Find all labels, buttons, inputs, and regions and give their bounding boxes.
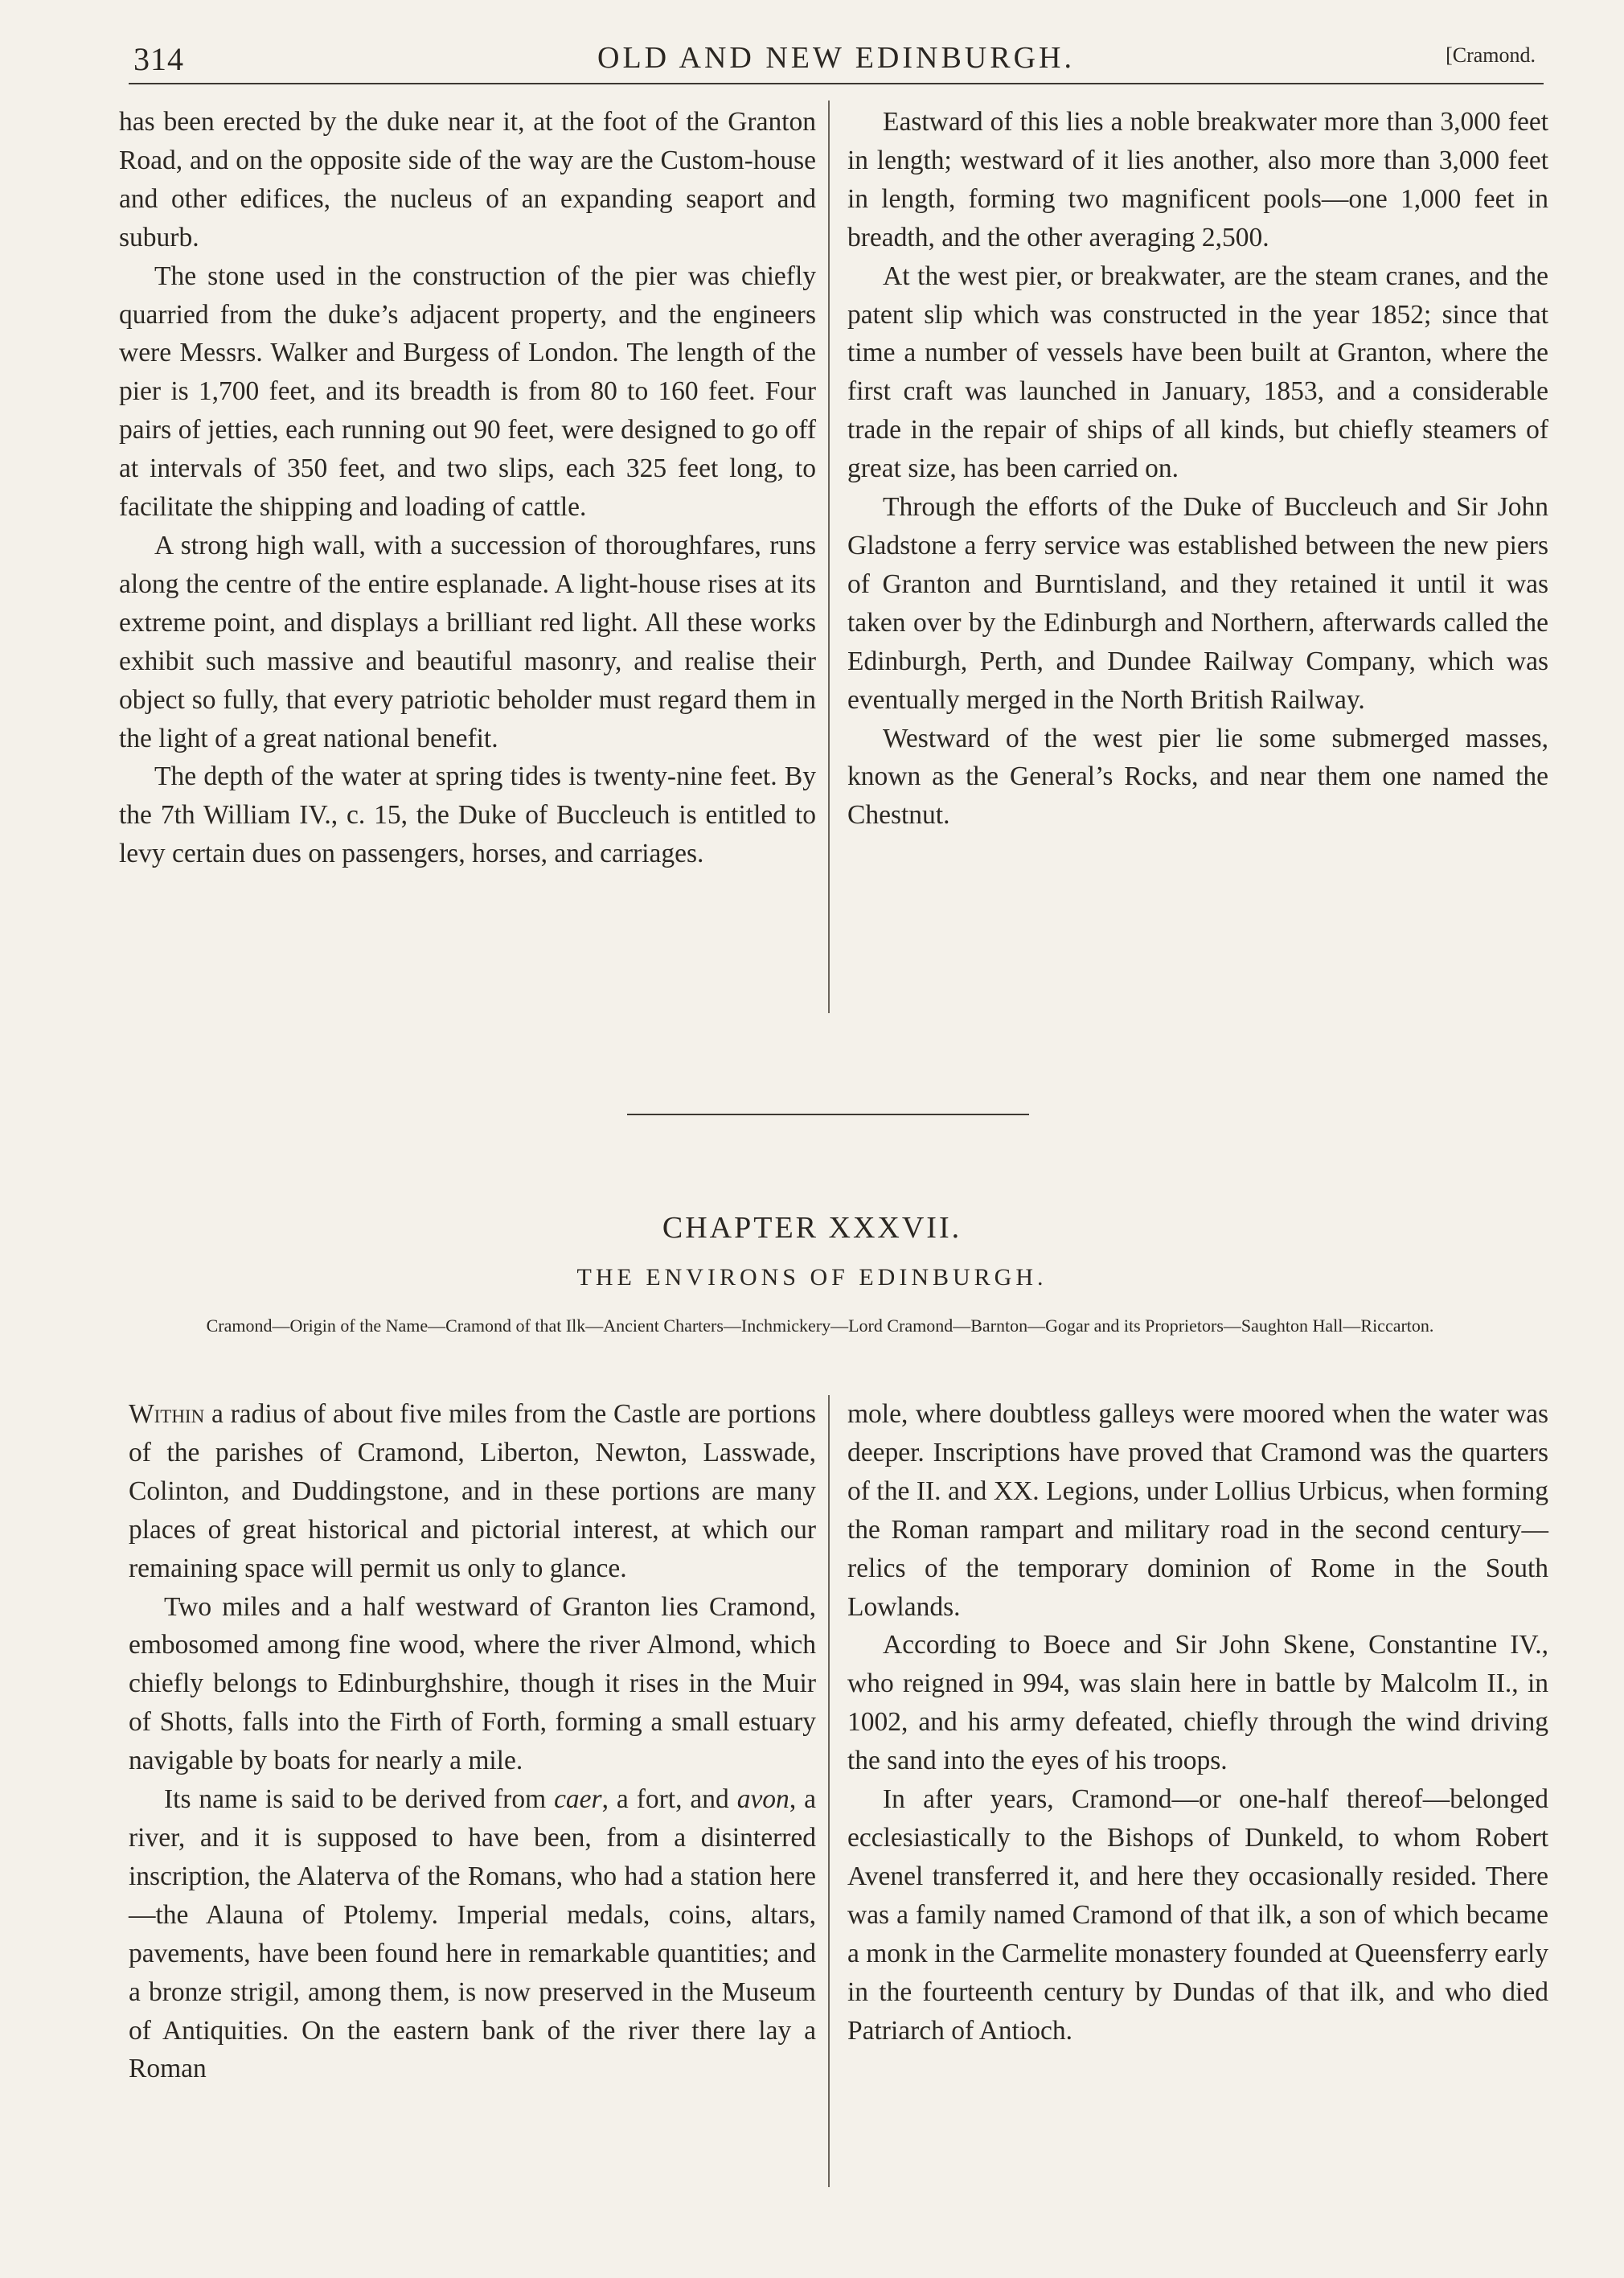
page-header (129, 35, 1544, 79)
paragraph: A strong high wall, with a succession of thoroughfares, runs along the centre of the entire esplanade. A light-house rises at its extreme point, and displays a brilliant red light. All these works exhibit such massive and beautiful masonry, and realise their object so fully, that every patriotic beholder must regard them in the light of a great national benefit. (119, 530, 816, 753)
top-right-column (847, 103, 1548, 835)
chapter-separator-rule (627, 1114, 1029, 1115)
paragraph (129, 1780, 816, 2088)
drop-lead-word: Within (129, 1399, 205, 1429)
paragraph: Through the efforts of the Duke of Buccleuch and Sir John Gladstone a ferry service was established between the new piers of Granton and Burntisland, and they retained it until it was taken over by the Edinburgh and Northern, afterwards called the Edinburgh, Perth, and Dundee Railway Company, which was eventually merged in the North British Railway. (847, 492, 1548, 715)
bottom-left-column (129, 1395, 816, 2088)
paragraph: The depth of the water at spring tides is twenty-nine feet. By the 7th William IV., c. 15, the Duke of Buccleuch is entitled to levy certain dues on passengers, horses, and carriages. (119, 761, 816, 869)
paragraph: At the west pier, or breakwater, are the steam cranes, and the patent slip which was constructed in the year 1852; since that time a number of vessels have been built at Granton, where the first craft was launched in January, 1853, and a considerable trade in the repair of ships of all kinds, but chiefly steamers of great size, has been carried on. (847, 261, 1548, 484)
paragraph-text: Its name is said to be derived from (164, 1784, 555, 1815)
column-divider (828, 1395, 830, 2187)
chapter-contents: Cramond—Origin of the Name—Cramond of that Ilk—Ancient Charters—Inchmickery—Lord Cramond—Barnton—Gogar and its Proprietors—Saughton Hall—Riccarton. (206, 1315, 1434, 1336)
paragraph: Eastward of this lies a noble breakwater more than 3,000 feet in length; westward of it lies another, also more than 3,000 feet in length, forming two magnificent pools—one 1,000 feet in breadth, and the other averaging 2,500. (847, 107, 1548, 252)
bottom-right-column (847, 1395, 1548, 2050)
chapter-subtitle: THE ENVIRONS OF EDINBURGH. (576, 1264, 1048, 1291)
paragraph: has been erected by the duke near it, at the foot of the Granton Road, and on the opposite side of the way are the Custom-house and other edifices, the nucleus of an expanding seaport and suburb. (119, 107, 816, 252)
paragraph: Westward of the west pier lie some submerged masses, known as the General’s Rocks, and near them one named the Chestnut. (847, 723, 1548, 831)
column-divider (828, 101, 830, 1013)
header-rule (129, 83, 1544, 84)
italic-term: avon (736, 1784, 789, 1815)
paragraph-text: a radius of about five miles from the Castle are portions of the parishes of Cramond, Liberton, Newton, Lasswade, Colinton, and Duddingstone, and in these portions are many places of great historical and pictorial interest, at which our remaining space will permit us only to glance. (129, 1399, 816, 1583)
paragraph: mole, where doubtless galleys were moored when the water was deeper. Inscriptions have proved that Cramond was the quarters of the II. and XX. Legions, under Lollius Urbicus, when forming the Roman rampart and military road in the second century—relics of the temporary dominion of Rome in the South Lowlands. (847, 1399, 1548, 1622)
paragraph: Two miles and a half westward of Granton lies Cramond, embosomed among fine wood, where the river Almond, which chiefly belongs to Edinburghshire, though it rises in the Muir of Shotts, falls into the Firth of Forth, forming a small estuary navigable by boats for nearly a mile. (129, 1591, 816, 1776)
paragraph: According to Boece and Sir John Skene, Constantine IV., who reigned in 994, was slain here in battle by Malcolm II., in 1002, and his army defeated, chiefly through the wind driving the sand into the eyes of his troops. (847, 1630, 1548, 1776)
paragraph-text: , a river, and it is supposed to have been, from a disinterred inscription, the Alaterva of the Romans, who had a station here—the Alauna of Ptolemy. Imperial medals, coins, altars, pavements, have been found here in remarkable quantities; and a bronze strigil, among them, is now preserved in the Museum of Antiquities. On the eastern bank of the river there lay a Roman (129, 1784, 816, 2084)
page-number: 314 (133, 41, 184, 77)
italic-term: caer (554, 1784, 602, 1815)
paragraph-text: , a fort, and (601, 1784, 737, 1815)
paragraph: The stone used in the construction of the pier was chiefly quarried from the duke’s adjacent property, and the engineers were Messrs. Walker and Burgess of London. The length of the pier is 1,700 feet, and its breadth is from 80 to 160 feet. Four pairs of jetties, each running out 90 feet, were designed to go off at intervals of 350 feet, and two slips, each 325 feet long, to facilitate the shipping and loading of cattle. (119, 261, 816, 523)
top-left-column (119, 103, 816, 873)
running-title: OLD AND NEW EDINBURGH. (597, 41, 1075, 75)
paragraph: In after years, Cramond—or one-half thereof—belonged ecclesiastically to the Bishops of Dunkeld, to whom Robert Avenel transferred it, and here they occasionally resided. There was a family named Cramond of that ilk, a son of which became a monk in the Carmelite monastery founded at Queensferry early in the fourteenth century by Dundas of that ilk, and who died Patriarch of Antioch. (847, 1784, 1548, 2046)
chapter-heading: CHAPTER XXXVII. (662, 1211, 962, 1245)
section-tag: [Cramond. (1446, 43, 1536, 67)
paragraph (129, 1395, 816, 1588)
